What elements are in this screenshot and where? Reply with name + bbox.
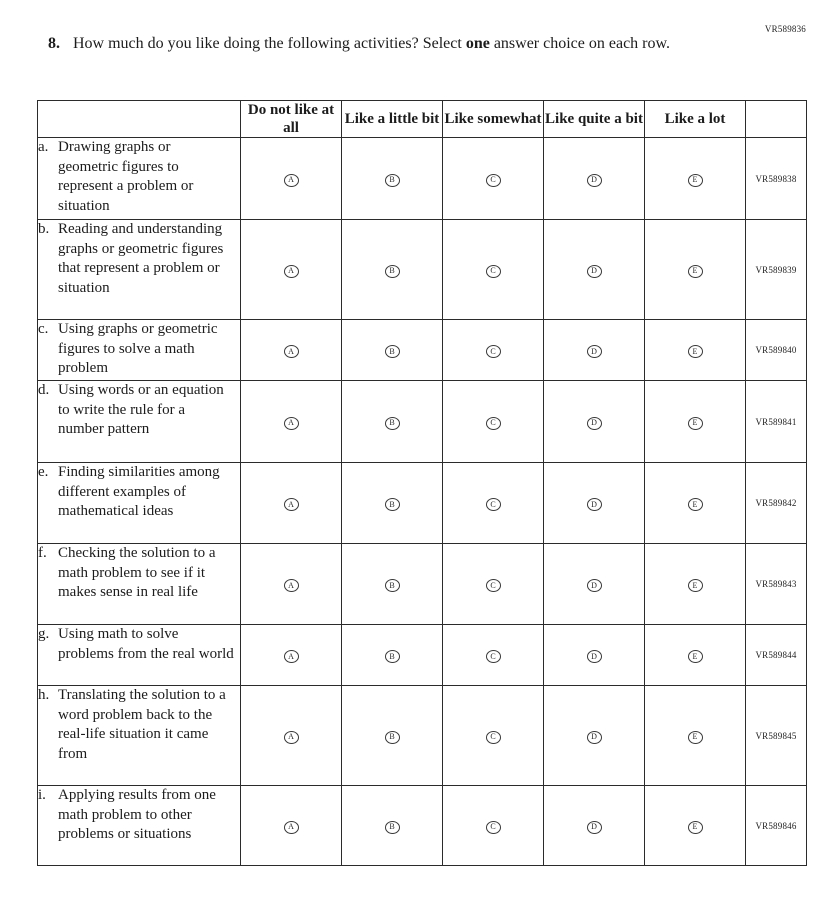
- table-row-f: [38, 544, 807, 625]
- option-bubble-b[interactable]: B: [385, 345, 400, 358]
- option-bubble-c[interactable]: C: [486, 345, 501, 358]
- cell-f-option-d: [544, 544, 645, 625]
- question-text-end: answer choice on each row.: [489, 35, 671, 52]
- cell-i-option-a: [241, 786, 342, 866]
- cell-e-option-d: [544, 463, 645, 544]
- question-text-start: How much do you like doing the following activities? Select: [73, 35, 466, 52]
- cell-c-option-c: [443, 320, 544, 381]
- cell-c-option-d: [544, 320, 645, 381]
- item-label-i: [38, 786, 241, 866]
- cell-e-option-e: [645, 463, 746, 544]
- cell-b-option-e: [645, 220, 746, 320]
- item-text: Using math to solve problems from the real world: [58, 626, 234, 662]
- item-letter: c.: [38, 321, 49, 337]
- item-text: Reading and understanding graphs or geometric figures that represent a problem or situation: [58, 221, 224, 296]
- option-bubble-a[interactable]: A: [284, 174, 299, 187]
- cell-g-option-c: [443, 625, 544, 686]
- cell-i-option-e: [645, 786, 746, 866]
- cell-g-option-a: [241, 625, 342, 686]
- option-bubble-e[interactable]: E: [688, 821, 703, 834]
- cell-d-option-a: [241, 381, 342, 463]
- option-bubble-e[interactable]: E: [688, 345, 703, 358]
- option-bubble-d[interactable]: D: [587, 579, 602, 592]
- option-bubble-e[interactable]: E: [688, 498, 703, 511]
- item-label-c: [38, 320, 241, 381]
- header-col-like-a-little-bit: Like a little bit: [342, 101, 443, 138]
- likert-table: [37, 100, 807, 866]
- cell-a-option-b: [342, 138, 443, 220]
- row-vr-code: VR589845: [746, 686, 807, 786]
- cell-b-option-a: [241, 220, 342, 320]
- header-col-like-somewhat: Like somewhat: [443, 101, 544, 138]
- option-bubble-c[interactable]: C: [486, 265, 501, 278]
- cell-h-option-e: [645, 686, 746, 786]
- item-letter: g.: [38, 626, 50, 642]
- row-vr-code: VR589843: [746, 544, 807, 625]
- row-vr-code: VR589841: [746, 381, 807, 463]
- table-row-i: [38, 786, 807, 866]
- row-vr-code: VR589842: [746, 463, 807, 544]
- item-label-d: [38, 381, 241, 463]
- cell-a-option-e: [645, 138, 746, 220]
- table-row-h: [38, 686, 807, 786]
- item-label-g: [38, 625, 241, 686]
- header-empty-item: [38, 101, 241, 138]
- cell-i-option-d: [544, 786, 645, 866]
- item-text: Drawing graphs or geometric figures to represent a problem or situation: [58, 139, 194, 214]
- header-row: [38, 101, 807, 138]
- option-bubble-c[interactable]: C: [486, 821, 501, 834]
- item-letter: h.: [38, 687, 50, 703]
- option-bubble-d[interactable]: D: [587, 498, 602, 511]
- cell-f-option-a: [241, 544, 342, 625]
- cell-g-option-e: [645, 625, 746, 686]
- cell-c-option-e: [645, 320, 746, 381]
- question-block: [48, 33, 708, 54]
- item-text: Applying results from one math problem to other problems or situations: [58, 787, 216, 842]
- option-bubble-b[interactable]: B: [385, 417, 400, 430]
- item-letter: a.: [38, 139, 49, 155]
- option-bubble-c[interactable]: C: [486, 579, 501, 592]
- table-row-b: [38, 220, 807, 320]
- item-letter: b.: [38, 221, 50, 237]
- header-empty-code: [746, 101, 807, 138]
- table-row-c: [38, 320, 807, 381]
- item-letter: d.: [38, 382, 50, 398]
- option-bubble-c[interactable]: C: [486, 498, 501, 511]
- option-bubble-b[interactable]: B: [385, 579, 400, 592]
- cell-d-option-b: [342, 381, 443, 463]
- option-bubble-a[interactable]: A: [284, 579, 299, 592]
- option-bubble-a[interactable]: A: [284, 498, 299, 511]
- option-bubble-e[interactable]: E: [688, 731, 703, 744]
- option-bubble-a[interactable]: A: [284, 345, 299, 358]
- table-row-d: [38, 381, 807, 463]
- table-row-a: [38, 138, 807, 220]
- option-bubble-c[interactable]: C: [486, 731, 501, 744]
- option-bubble-b[interactable]: B: [385, 650, 400, 663]
- cell-e-option-c: [443, 463, 544, 544]
- cell-a-option-a: [241, 138, 342, 220]
- option-bubble-b[interactable]: B: [385, 498, 400, 511]
- cell-f-option-b: [342, 544, 443, 625]
- option-bubble-e[interactable]: E: [688, 579, 703, 592]
- cell-i-option-c: [443, 786, 544, 866]
- cell-f-option-c: [443, 544, 544, 625]
- cell-c-option-b: [342, 320, 443, 381]
- option-bubble-d[interactable]: D: [587, 417, 602, 430]
- cell-e-option-a: [241, 463, 342, 544]
- cell-a-option-c: [443, 138, 544, 220]
- row-vr-code: VR589844: [746, 625, 807, 686]
- header-col-do-not-like-at-all: Do not like at all: [241, 101, 342, 138]
- option-bubble-c[interactable]: C: [486, 650, 501, 663]
- cell-f-option-e: [645, 544, 746, 625]
- question-number: 8.: [48, 35, 60, 52]
- item-label-h: [38, 686, 241, 786]
- item-text: Checking the solution to a math problem to see if it makes sense in real life: [58, 545, 216, 600]
- row-vr-code: VR589838: [746, 138, 807, 220]
- item-letter: i.: [38, 787, 46, 803]
- cell-h-option-a: [241, 686, 342, 786]
- cell-c-option-a: [241, 320, 342, 381]
- option-bubble-a[interactable]: A: [284, 731, 299, 744]
- cell-h-option-b: [342, 686, 443, 786]
- item-label-f: [38, 544, 241, 625]
- item-text: Using words or an equation to write the rule for a number pattern: [58, 382, 224, 437]
- option-bubble-a[interactable]: A: [284, 821, 299, 834]
- cell-g-option-b: [342, 625, 443, 686]
- option-bubble-a[interactable]: A: [284, 650, 299, 663]
- cell-d-option-d: [544, 381, 645, 463]
- cell-d-option-c: [443, 381, 544, 463]
- row-vr-code: VR589846: [746, 786, 807, 866]
- row-vr-code: VR589839: [746, 220, 807, 320]
- option-bubble-e[interactable]: E: [688, 650, 703, 663]
- option-bubble-d[interactable]: D: [587, 821, 602, 834]
- option-bubble-b[interactable]: B: [385, 174, 400, 187]
- cell-h-option-c: [443, 686, 544, 786]
- option-bubble-e[interactable]: E: [688, 265, 703, 278]
- cell-i-option-b: [342, 786, 443, 866]
- option-bubble-d[interactable]: D: [587, 265, 602, 278]
- cell-e-option-b: [342, 463, 443, 544]
- cell-g-option-d: [544, 625, 645, 686]
- item-letter: e.: [38, 464, 49, 480]
- option-bubble-a[interactable]: A: [284, 417, 299, 430]
- option-bubble-c[interactable]: C: [486, 174, 501, 187]
- row-vr-code: VR589840: [746, 320, 807, 381]
- option-bubble-b[interactable]: B: [385, 821, 400, 834]
- question-bold-word: one: [465, 35, 490, 52]
- table-row-e: [38, 463, 807, 544]
- item-text: Finding similarities among different examples of mathematical ideas: [58, 464, 220, 519]
- item-label-b: [38, 220, 241, 320]
- option-bubble-e[interactable]: E: [688, 417, 703, 430]
- option-bubble-d[interactable]: D: [587, 345, 602, 358]
- item-text: Using graphs or geometric figures to solve a math problem: [58, 321, 218, 376]
- cell-a-option-d: [544, 138, 645, 220]
- option-bubble-a[interactable]: A: [284, 265, 299, 278]
- header-col-like-quite-a-bit: Like quite a bit: [544, 101, 645, 138]
- question-text: [73, 33, 698, 54]
- cell-d-option-e: [645, 381, 746, 463]
- item-label-a: [38, 138, 241, 220]
- table-row-g: [38, 625, 807, 686]
- header-col-like-a-lot: Like a lot: [645, 101, 746, 138]
- item-letter: f.: [38, 545, 47, 561]
- option-bubble-e[interactable]: E: [688, 174, 703, 187]
- cell-b-option-d: [544, 220, 645, 320]
- cell-h-option-d: [544, 686, 645, 786]
- page-vr-code: VR589836: [764, 24, 806, 34]
- cell-b-option-c: [443, 220, 544, 320]
- item-label-e: [38, 463, 241, 544]
- option-bubble-c[interactable]: C: [486, 417, 501, 430]
- option-bubble-d[interactable]: D: [587, 650, 602, 663]
- item-text: Translating the solution to a word problem back to the real-life situation it came from: [58, 687, 226, 762]
- option-bubble-b[interactable]: B: [385, 731, 400, 744]
- option-bubble-d[interactable]: D: [587, 731, 602, 744]
- option-bubble-b[interactable]: B: [385, 265, 400, 278]
- cell-b-option-b: [342, 220, 443, 320]
- option-bubble-d[interactable]: D: [587, 174, 602, 187]
